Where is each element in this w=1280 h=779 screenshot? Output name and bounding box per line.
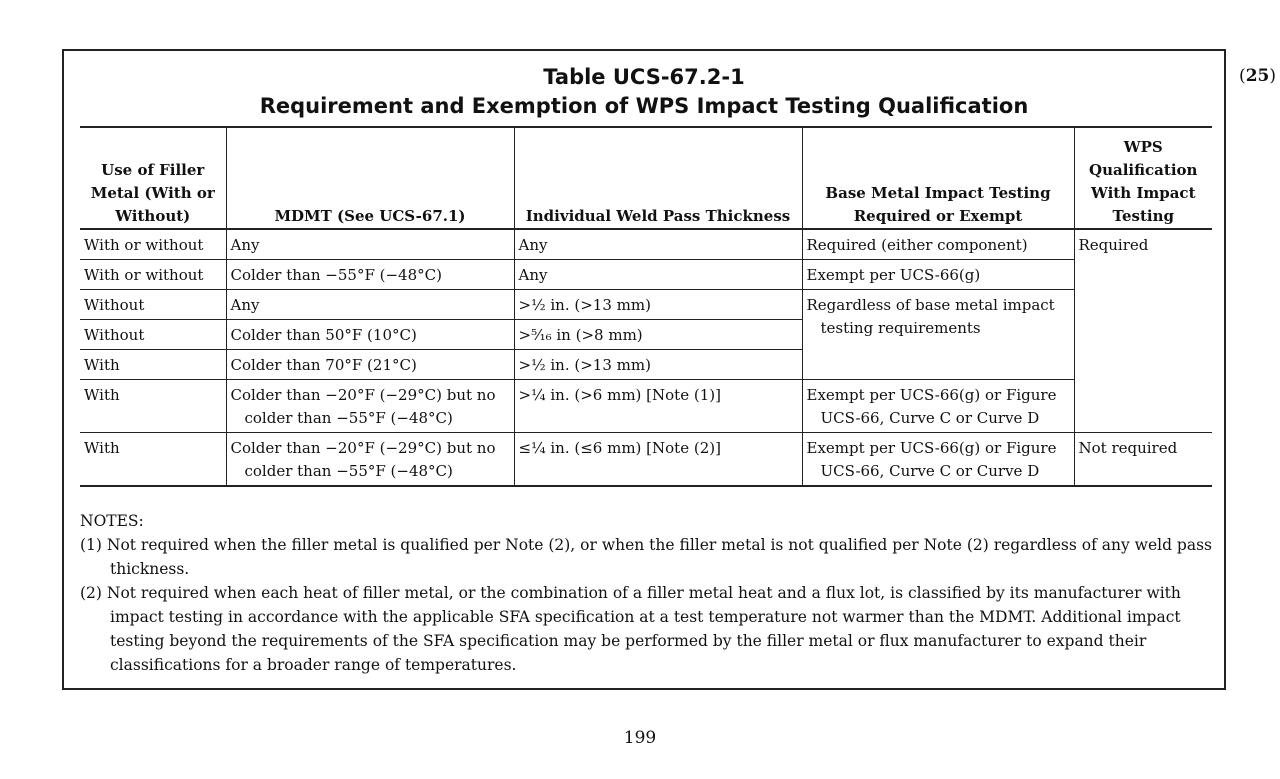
cell-base-metal: Exempt per UCS-66(g) or Figure UCS-66, Curve C or Curve D [802,380,1074,433]
header-base-metal: Base Metal Impact Testing Required or Exempt [802,127,1074,229]
cell-mdmt: Colder than 50°F (10°C) [226,320,514,350]
cell-filler: Without [80,290,226,320]
header-filler: Use of Filler Metal (With or Without) [80,127,226,229]
cell-thickness: >⁵⁄₁₆ in (>8 mm) [514,320,802,350]
page-number: 199 [623,728,657,748]
cell-mdmt: Colder than 70°F (21°C) [226,350,514,380]
table-row [80,290,1212,320]
cell-filler: With [80,380,226,433]
cell-filler: Without [80,320,226,350]
header-thickness: Individual Weld Pass Thickness [514,127,802,229]
table-notes [80,509,1212,677]
cell-thickness: ≤¼ in. (≤6 mm) [Note (2)] [514,433,802,487]
cell-filler: With [80,433,226,487]
table-title [64,63,1224,121]
cell-wps: Not required [1074,433,1212,487]
table-row [80,433,1212,487]
wps-impact-table [80,126,1212,487]
edition-marker: (25) [1239,66,1276,86]
table-row [80,229,1212,260]
cell-thickness: >½ in. (>13 mm) [514,290,802,320]
cell-mdmt: Colder than −20°F (−29°C) but no colder than −55°F (−48°C) [226,433,514,487]
note-2: (2) Not required when each heat of filler metal, or the combination of a filler metal heat and a flux lot, is classified by its manufacturer with impact testing in accordance with the applicable SFA specification at a test temperature not warmer than the MDMT. Additional impact testing beyond the requirements of the SFA specification may be performed by the filler metal or flux manufacturer to expand their classifications for a broader range of temperatures. [80,584,1181,674]
cell-wps: Required [1074,229,1212,433]
notes-heading: NOTES: [80,512,144,530]
table-caption: Requirement and Exemption of WPS Impact Testing Qualification [259,94,1029,118]
cell-thickness: >½ in. (>13 mm) [514,350,802,380]
cell-base-metal: Exempt per UCS-66(g) or Figure UCS-66, Curve C or Curve D [802,433,1074,487]
cell-base-metal: Regardless of base metal impact testing requirements [802,290,1074,380]
header-wps: WPS Qualification With Impact Testing [1074,127,1212,229]
cell-filler: With or without [80,229,226,260]
cell-mdmt: Any [226,290,514,320]
header-mdmt: MDMT (See UCS-67.1) [226,127,514,229]
cell-mdmt: Any [226,229,514,260]
cell-thickness: Any [514,229,802,260]
cell-thickness: Any [514,260,802,290]
cell-mdmt: Colder than −55°F (−48°C) [226,260,514,290]
table-row [80,380,1212,433]
cell-base-metal: Exempt per UCS-66(g) [802,260,1074,290]
cell-thickness: >¼ in. (>6 mm) [Note (1)] [514,380,802,433]
cell-filler: With or without [80,260,226,290]
table-frame [62,49,1226,690]
note-1: (1) Not required when the filler metal is qualified per Note (2), or when the filler metal is not qualified per Note (2) regardless of any weld pass thickness. [80,536,1212,578]
table-number: Table UCS-67.2-1 [543,65,745,89]
edition-number: 25 [1245,66,1270,86]
cell-base-metal: Required (either component) [802,229,1074,260]
table-row [80,260,1212,290]
cell-filler: With [80,350,226,380]
header-row [80,127,1212,229]
cell-mdmt: Colder than −20°F (−29°C) but no colder than −55°F (−48°C) [226,380,514,433]
